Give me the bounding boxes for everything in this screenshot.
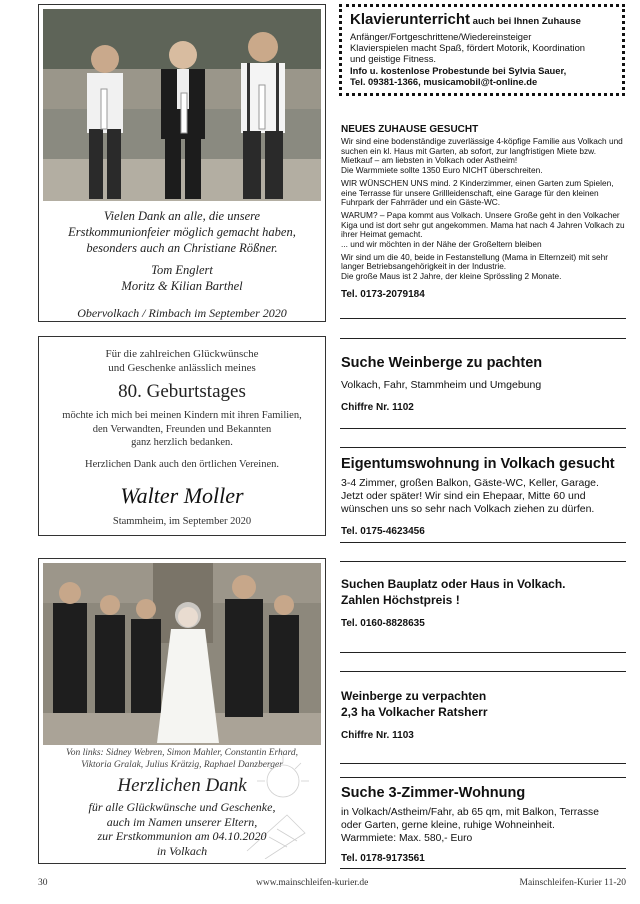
divider [340, 542, 626, 543]
divider [340, 428, 626, 429]
plot-line: Zahlen Höchstpreis ! [341, 593, 460, 607]
ad2-signature: Walter Moller [120, 483, 244, 508]
communion-photo-three-boys [43, 9, 321, 201]
ad2-line: und Geschenke anlässlich meines [108, 362, 256, 374]
divider [340, 763, 626, 764]
piano-line: Anfänger/Fortgeschrittene/Wiedereinsteiger [350, 31, 532, 42]
apartment-phone: Tel. 0178-9173561 [341, 853, 425, 864]
ad2-line: ganz herzlich bedanken. [131, 437, 233, 448]
home-paragraph: ... und wir möchten in der Nähe der Großeltern bleiben [341, 239, 542, 250]
piano-line: Tel. 09381-1366, musicamobil@t-online.de [350, 75, 538, 87]
ad3-line: in Volkach [156, 843, 208, 858]
vineyard-title: Suche Weinberge zu pachten [341, 355, 543, 371]
ad1-footer: Obervolkach / Rimbach im September 2020 [77, 306, 287, 320]
ad2-line: Für die zahlreichen Glückwünsche [105, 348, 259, 360]
piano-line: Klavierspielen macht Spaß, fördert Motorik, Koordination [350, 42, 586, 54]
piano-line: Info u. kostenlose Probestunde bei Sylvia Sauer, [350, 64, 567, 76]
apartment-line: Warmmiete: Max. 580,- Euro [341, 833, 473, 844]
ad-vineyard-for-lease [341, 688, 626, 741]
ad-apartment-wanted [341, 784, 626, 864]
photo-illustration [43, 9, 321, 201]
ad3-caption: Viktoria Gralak, Julius Krätzig, Raphael Danzberger [81, 760, 283, 770]
ad3-line: zur Erstkommunion am 04.10.2020 [97, 829, 267, 843]
ad2-headline: 80. Geburtstages [118, 381, 246, 402]
home-paragraph: WIR WÜNSCHEN UNS mind. 2 Kinderzimmer, einen Garten zum Spielen, eine Terrasse für unsere Grillleidenschaft, eine Garage für den kleinen Fuhrpark der Fahrräder und ein Gäste-WC. [341, 177, 614, 208]
home-paragraph: Die Warmmiete sollte 1350 Euro NICHT überschreiten. [341, 165, 543, 176]
divider [340, 777, 626, 778]
condo-line: wünschen uns so sehr nach Volkach ziehen zu dürfen. [341, 503, 595, 515]
piano-line: und geistige Fitness. [350, 53, 436, 65]
piano-title-suffix: auch bei Ihnen Zuhause [470, 16, 581, 27]
apartment-title: Suche 3-Zimmer-Wohnung [341, 785, 526, 801]
vineyard-subtitle: Volkach, Fahr, Stammheim und Umgebung [341, 379, 542, 391]
condo-title: Eigentumswohnung in Volkach gesucht [341, 456, 615, 472]
ad-80th-birthday [38, 336, 326, 536]
condo-phone: Tel. 0175-4623456 [341, 526, 425, 537]
lease-line: 2,3 ha Volkacher Ratsherr [341, 705, 488, 719]
plot-phone: Tel. 0160-8828635 [341, 618, 425, 629]
home-paragraph: Wir sind um die 40, beide in Festanstellung (Mama in Elternzeit) mit sehr langer Betriebsangehörigkeit in der Industrie. [341, 251, 608, 272]
ad1-text-line: besonders auch an Christiane Rößner. [86, 241, 278, 255]
ad2-line: den Verwandten, Freunden und Bekannten [92, 423, 272, 435]
condo-line: 3-4 Zimmer, großen Balkon, Gäste-WC, Keller, Garage. [341, 477, 599, 489]
plot-line: Suchen Bauplatz oder Haus in Volkach. [341, 577, 566, 591]
ad-communion-englert-barthel [38, 4, 326, 322]
vineyard-chiffre: Chiffre Nr. 1102 [341, 402, 414, 413]
apartment-line: in Volkach/Astheim/Fahr, ab 65 qm, mit Balkon, Terrasse [341, 807, 599, 818]
divider [340, 318, 626, 319]
ad-piano-lessons [339, 4, 625, 96]
photo-illustration [43, 563, 321, 745]
divider [340, 561, 626, 562]
ad1-text-line: Erstkommunionfeier möglich gemacht haben, [68, 225, 296, 239]
ad2-footer: Stammheim, im September 2020 [112, 516, 252, 527]
ad-building-plot-wanted [341, 576, 626, 629]
divider [340, 868, 626, 869]
ad-condo-wanted [341, 455, 626, 537]
ad3-headline: Herzlichen Dank [117, 775, 247, 796]
home-paragraph: Die große Maus ist 2 Jahre, der kleine Sprössling 2 Monate. [341, 271, 562, 282]
divider [340, 447, 626, 448]
divider [340, 338, 626, 339]
condo-line: Jetzt oder später! Wir sind ein Ehepaar, Mitte 60 und [341, 490, 586, 502]
home-phone: Tel. 0173-2079184 [341, 288, 425, 300]
ad3-caption: Von links: Sidney Webren, Simon Mahler, Constantin Erhard, [65, 748, 299, 758]
lease-line: Weinberge zu verpachten [341, 689, 487, 703]
home-paragraph: Wir sind eine bodenständige zuverlässige 4-köpfige Familie aus Volkach und suchen ein kl. Haus mit Garten, ab sofort, zur langfristigen Miete bzw. Mietkauf – am liebsten in Volkach oder Astheim! [341, 136, 623, 166]
ad-vineyard-lease-wanted [341, 354, 626, 413]
lease-chiffre: Chiffre Nr. 1103 [341, 730, 414, 741]
page-number: 30 [38, 878, 48, 888]
ad3-line: für alle Glückwünsche und Geschenke, [88, 800, 276, 814]
ad3-line: auch im Namen unserer Eltern, [106, 814, 258, 829]
ad1-names: Moritz & Kilian Barthel [121, 279, 243, 293]
home-paragraph: WARUM? – Papa kommt aus Volkach. Unsere Große geht in den Volkacher Kiga und ist dort sehr gut angekommen. Mama hat nach 4 Jahren Volkach zu ihrer Heimat gemacht. [341, 209, 625, 240]
footer-issue: Mainschleifen-Kurier 11-20 [519, 878, 626, 888]
ad2-line: Herzlichen Dank auch den örtlichen Vereinen. [85, 458, 279, 470]
footer-url: www.mainschleifen-kurier.de [256, 878, 369, 888]
piano-title: Klavierunterricht [350, 11, 471, 28]
ad-new-home [341, 123, 626, 300]
page-footer [38, 878, 626, 892]
home-title: NEUES ZUHAUSE GESUCHT [341, 124, 479, 135]
apartment-line: oder Garten, gerne kleine, ruhige Wohneinheit. [341, 820, 555, 831]
communion-photo-group [43, 563, 321, 745]
ad1-names: Tom Englert [151, 263, 213, 277]
ad2-line: möchte ich mich bei meinen Kindern mit ihren Familien, [62, 410, 302, 421]
divider [340, 652, 626, 653]
divider [340, 671, 626, 672]
ad1-text-line: Vielen Dank an alle, die unsere [103, 209, 261, 223]
ad-communion-group [38, 558, 326, 864]
